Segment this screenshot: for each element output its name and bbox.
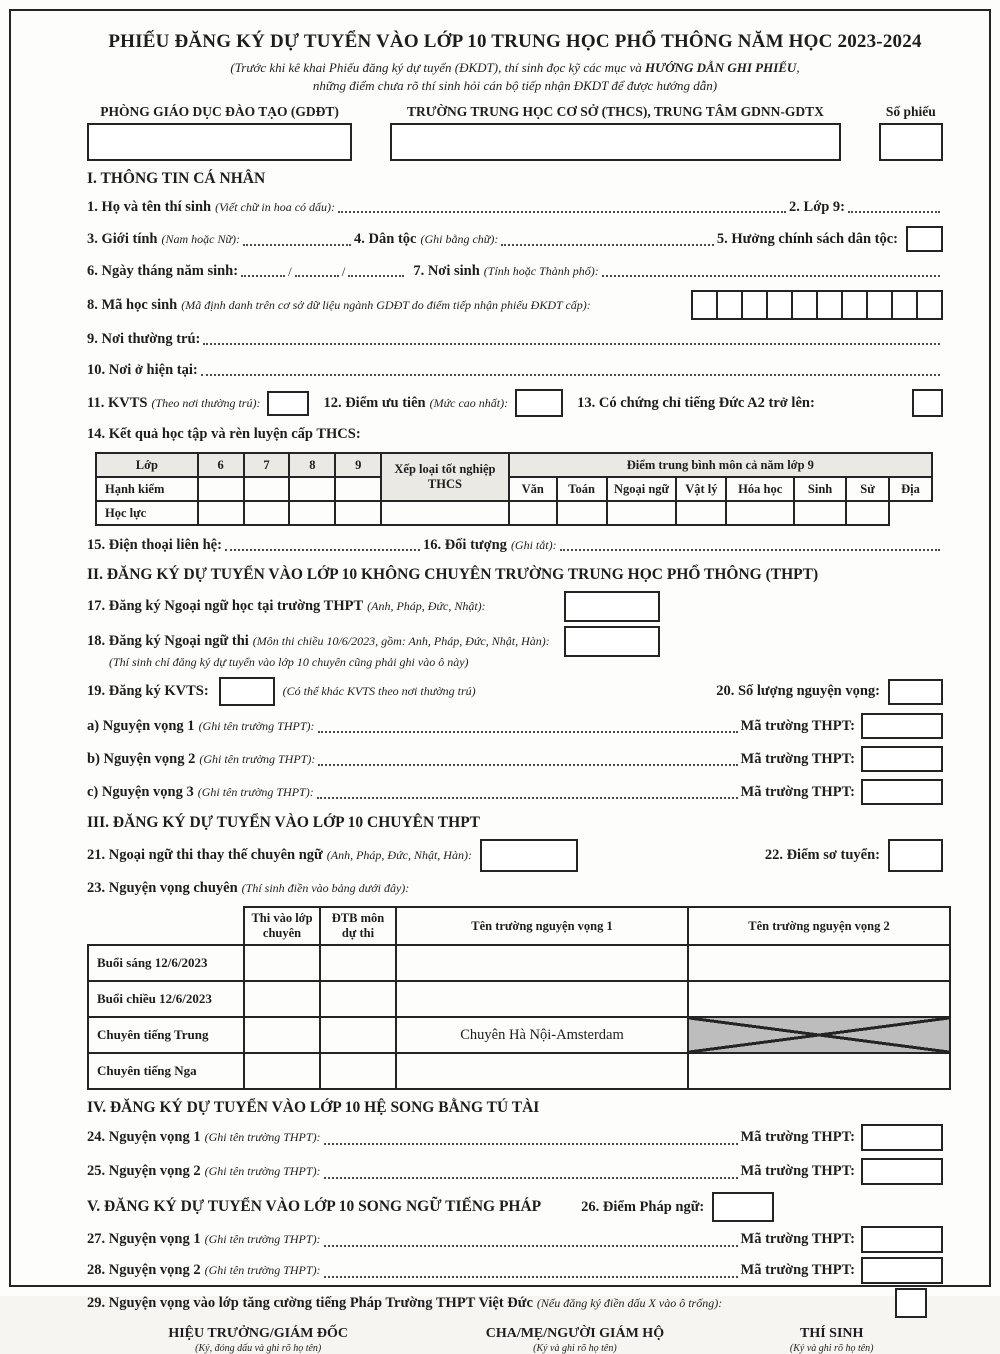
row-substitute-language: [87, 839, 943, 872]
table-cell[interactable]: [244, 477, 290, 501]
t14-header-dtb: Điểm trung bình môn cả năm lớp 9: [509, 453, 932, 477]
substitute-language-hint: (Anh, Pháp, Đức, Nhật, Hàn):: [326, 848, 472, 862]
table-cell[interactable]: [335, 501, 381, 525]
wish3-hint: (Ghi tên trường THPT):: [197, 784, 314, 799]
table-cell[interactable]: [244, 945, 320, 981]
permanent-address-input-line[interactable]: [203, 335, 940, 345]
t14-subject-van: Văn: [509, 477, 557, 501]
student-code-digit-box[interactable]: [916, 290, 943, 320]
row-french-wish-1: [87, 1226, 943, 1253]
doituong-input-line[interactable]: [560, 541, 940, 551]
school-code-label: Mã trường THPT:: [740, 1163, 855, 1179]
specialized-wish-hint: (Thí sinh điền vào bảng dưới đây):: [241, 880, 410, 895]
student-code-digit-box[interactable]: [766, 290, 793, 320]
section2-heading: II. ĐĂNG KÝ DỰ TUYỂN VÀO LỚP 10 KHÔNG CHUYÊN TRƯỜNG TRUNG HỌC PHỔ THÔNG (THPT): [87, 566, 819, 583]
student-code-digit-box[interactable]: [866, 290, 893, 320]
student-code-digit-box[interactable]: [791, 290, 818, 320]
candidate-title: THÍ SINH: [799, 1326, 864, 1341]
priority-points-label: 12. Điểm ưu tiên: [323, 394, 426, 411]
table-cell[interactable]: [557, 501, 607, 525]
doituong-label: 16. Đối tượng: [422, 536, 507, 553]
t23-chinese-nv1-value[interactable]: Chuyên Hà Nội-Amsterdam: [396, 1017, 688, 1053]
t14-subject-su: Sử: [846, 477, 889, 501]
row-birthdate-birthplace: [87, 259, 943, 283]
student-code-label: 8. Mã học sinh: [87, 296, 178, 313]
french-score-label: 26. Điểm Pháp ngữ:: [581, 1198, 705, 1215]
row-french-wish-2: [87, 1257, 943, 1284]
birthplace-input-line[interactable]: [602, 267, 940, 277]
table-cell[interactable]: [320, 981, 396, 1017]
student-code-digit-box[interactable]: [891, 290, 918, 320]
fullname-hint: (Viết chữ in hoa có dấu):: [215, 199, 336, 214]
french-wish2-code-box[interactable]: [861, 1257, 943, 1284]
table-cell[interactable]: [320, 1017, 396, 1053]
school-code-label: Mã trường THPT:: [740, 750, 855, 767]
wish3-school-input-line[interactable]: [317, 789, 738, 799]
t23-row-russian-label: Chuyên tiếng Nga: [88, 1053, 244, 1089]
preliminary-score-label: 22. Điểm sơ tuyển:: [764, 847, 880, 863]
t14-subject-sinh: Sinh: [794, 477, 846, 501]
t14-subject-hoahoc: Hóa học: [726, 477, 794, 501]
t23-row-chinese-label: Chuyên tiếng Trung: [88, 1017, 244, 1053]
row-specialized-wish-label: [87, 876, 943, 900]
table-cell[interactable]: [688, 945, 950, 981]
kvts-input-box[interactable]: [267, 391, 309, 416]
form-subtitle-line2: những điểm chưa rõ thí sinh hỏi cán bộ tiếp nhận ĐKDT để được hướng dẫn): [312, 78, 718, 93]
french-wish1-input-line[interactable]: [324, 1237, 738, 1247]
gender-label: 3. Giới tính: [87, 230, 158, 247]
student-code-digit-box[interactable]: [716, 290, 743, 320]
t23-header-nv1: Tên trường nguyện vọng 1: [396, 907, 688, 945]
t14-subject-dia: Địa: [889, 477, 932, 501]
bilingual-wish1-code-box[interactable]: [861, 1124, 943, 1151]
french-wish2-hint: (Ghi tên trường THPT):: [204, 1263, 321, 1277]
t14-header-lop: Lớp: [96, 453, 198, 477]
table-cell[interactable]: [726, 501, 794, 525]
fl-exam-label: 18. Đăng ký Ngoại ngữ thi: [87, 633, 249, 649]
specialized-wish-table: [87, 906, 951, 1090]
row-bilingual-wish-1: [87, 1124, 943, 1151]
german-a2-checkbox[interactable]: [912, 389, 943, 417]
phone-label: 15. Điện thoại liên hệ:: [87, 536, 222, 553]
specialized-wish-label: 23. Nguyện vọng chuyên: [87, 879, 238, 896]
bilingual-wish2-code-box[interactable]: [861, 1158, 943, 1185]
fl-study-label: 17. Đăng ký Ngoại ngữ học tại trường THPT: [87, 598, 364, 614]
t23-header-nv2: Tên trường nguyện vọng 2: [688, 907, 950, 945]
table-cell[interactable]: [846, 501, 889, 525]
t23-row-morning-label: Buổi sáng 12/6/2023: [88, 945, 244, 981]
t14-header-grade6: 6: [198, 453, 244, 477]
t14-header-grade7: 7: [244, 453, 290, 477]
grade9-label: 2. Lớp 9:: [789, 198, 845, 215]
row-kvts-register: [87, 677, 943, 706]
t23-header-dtb: ĐTB môn dự thi: [320, 907, 396, 945]
thcs-results-label: 14. Kết quả học tập và rèn luyện cấp THCS:: [87, 425, 361, 442]
table-cell[interactable]: [509, 501, 557, 525]
row-student-code: [87, 290, 943, 320]
row-bilingual-wish-2: [87, 1158, 943, 1185]
kvts-register-hint: (Có thể khác KVTS theo nơi thường trú): [282, 684, 476, 698]
t14-header-grade9: 9: [335, 453, 381, 477]
wish2-school-code-box[interactable]: [861, 746, 943, 772]
table-cell[interactable]: [289, 501, 335, 525]
birth-year-input-line[interactable]: [348, 267, 404, 277]
birthdate-label: 6. Ngày tháng năm sinh:: [87, 262, 239, 279]
student-code-digit-box[interactable]: [691, 290, 718, 320]
wish2-school-input-line[interactable]: [318, 756, 737, 766]
wish1-school-input-line[interactable]: [318, 723, 738, 733]
bilingual-wish2-label: 25. Nguyện vọng 2: [87, 1163, 201, 1179]
table-cell[interactable]: [688, 1053, 950, 1089]
table-cell[interactable]: [320, 945, 396, 981]
kvts-label: 11. KVTS: [87, 394, 148, 411]
candidate-subtext: (Ký và ghi rõ họ tên): [789, 1343, 874, 1354]
t23-header-thivao: Thi vào lớp chuyên: [244, 907, 320, 945]
table-cell[interactable]: [607, 501, 677, 525]
wish-count-label: 20. Số lượng nguyện vọng:: [716, 683, 880, 699]
table-cell[interactable]: [244, 1017, 320, 1053]
french-wish1-code-box[interactable]: [861, 1226, 943, 1253]
french-intensive-checkbox[interactable]: [895, 1288, 927, 1318]
section3-heading: III. ĐĂNG KÝ DỰ TUYỂN VÀO LỚP 10 CHUYÊN THPT: [87, 814, 481, 831]
thcs-results-table: [95, 452, 933, 526]
table-cell[interactable]: [396, 945, 688, 981]
wish3-school-code-box[interactable]: [861, 779, 943, 805]
top-fields: [87, 104, 943, 161]
wish-count-input-box[interactable]: [888, 679, 943, 705]
french-wish1-hint: (Ghi tên trường THPT):: [204, 1232, 321, 1246]
ethnic-input-line[interactable]: [501, 236, 714, 246]
student-code-boxes: [691, 290, 943, 320]
birth-month-input-line[interactable]: [295, 267, 339, 277]
row-permanent-address: [87, 327, 943, 351]
ethnic-label: 4. Dân tộc: [354, 230, 417, 247]
principal-title: HIỆU TRƯỞNG/GIÁM ĐỐC: [168, 1326, 349, 1341]
school-code-label: Mã trường THPT:: [740, 1129, 855, 1145]
fullname-input-line[interactable]: [338, 203, 786, 213]
row-foreign-language-study: [87, 591, 943, 622]
school-code-label: Mã trường THPT:: [740, 783, 855, 800]
fl-study-hint: (Anh, Pháp, Đức, Nhật):: [367, 599, 486, 613]
row-section5-heading: [87, 1192, 943, 1222]
french-wish2-input-line[interactable]: [324, 1268, 738, 1278]
row-current-address: [87, 358, 943, 382]
table-cell[interactable]: [320, 1053, 396, 1089]
ethnic-hint: (Ghi bằng chữ):: [420, 231, 499, 246]
t23-void-corner: [88, 907, 244, 945]
table-cell[interactable]: [396, 981, 688, 1017]
bilingual-wish1-label: 24. Nguyện vọng 1: [87, 1129, 201, 1145]
t23-chinese-nv2-crossed-cell: [688, 1017, 950, 1053]
wish2-hint: (Ghi tên trường THPT):: [199, 751, 316, 766]
permanent-address-label: 9. Nơi thường trú:: [87, 330, 201, 347]
phone-input-line[interactable]: [225, 541, 420, 551]
t14-row-hanhkiem-label: Hạnh kiểm: [96, 477, 198, 501]
german-a2-label: 13. Có chứng chỉ tiếng Đức A2 trở lên:: [577, 394, 815, 411]
signature-candidate: [720, 1326, 943, 1354]
wish1-school-code-box[interactable]: [861, 713, 943, 739]
fl-exam-input-box[interactable]: [564, 626, 660, 657]
gender-hint: (Nam hoặc Nữ):: [161, 231, 241, 246]
bilingual-wish2-input-line[interactable]: [324, 1169, 738, 1179]
parent-title: CHA/MẸ/NGƯỜI GIÁM HỘ: [485, 1326, 665, 1341]
section1-heading: I. THÔNG TIN CÁ NHÂN: [87, 170, 266, 187]
table-cell[interactable]: [244, 981, 320, 1017]
so-phieu-label: Số phiếu: [885, 104, 936, 119]
form-border-frame: [9, 9, 991, 1354]
so-phieu-input-box[interactable]: [879, 123, 943, 161]
student-code-digit-box[interactable]: [741, 290, 768, 320]
section4-heading: IV. ĐĂNG KÝ DỰ TUYỂN VÀO LỚP 10 HỆ SONG BẰNG TÚ TÀI: [87, 1099, 540, 1116]
french-wish1-label: 27. Nguyện vọng 1: [87, 1231, 201, 1247]
kvts-register-label: 19. Đăng ký KVTS:: [87, 683, 209, 699]
table-cell[interactable]: [381, 501, 509, 525]
priority-points-hint: (Mức cao nhất):: [429, 395, 509, 410]
fullname-label: 1. Họ và tên thí sinh: [87, 198, 212, 215]
date-separator: /: [341, 264, 346, 279]
row-wish-3: [87, 779, 943, 805]
row-wish-1: [87, 713, 943, 739]
table-cell[interactable]: [335, 477, 381, 501]
t14-subject-vatly: Vật lý: [676, 477, 726, 501]
kvts-register-input-box[interactable]: [219, 677, 275, 706]
thcs-label: TRƯỜNG TRUNG HỌC CƠ SỞ (THCS), TRUNG TÂM GDNN-GDTX: [406, 104, 824, 119]
current-address-input-line[interactable]: [201, 366, 940, 376]
fl-exam-hint: (Môn thi chiều 10/6/2023, gồm: Anh, Pháp, Đức, Nhật, Hàn):: [252, 634, 550, 648]
kvts-hint: (Theo nơi thường trú):: [151, 395, 261, 410]
table-cell[interactable]: [198, 477, 244, 501]
school-code-label: Mã trường THPT:: [740, 1231, 855, 1247]
row-foreign-language-exam: [87, 626, 943, 657]
ethnic-policy-checkbox[interactable]: [906, 226, 943, 252]
french-score-input-box[interactable]: [712, 1192, 774, 1222]
french-wish2-label: 28. Nguyện vọng 2: [87, 1262, 201, 1278]
signature-parent: [429, 1326, 720, 1354]
french-intensive-label: 29. Nguyện vọng vào lớp tăng cường tiếng Pháp Trường THPT Việt Đức: [87, 1294, 533, 1311]
substitute-language-input-box[interactable]: [480, 839, 578, 872]
grade9-input-line[interactable]: [848, 203, 940, 213]
form-subtitle-line1: (Trước khi kê khai Phiếu đăng ký dự tuyển (ĐKDT), thí sinh đọc kỹ các mục và HƯỚNG DẪN GHI PHIẾU,: [230, 60, 800, 75]
wish3-label: c) Nguyện vọng 3: [87, 783, 194, 800]
wish2-label: b) Nguyện vọng 2: [87, 750, 196, 767]
t14-header-xeploai: Xếp loại tốt nghiệp THCS: [381, 453, 509, 501]
signature-row: [87, 1326, 943, 1354]
row-phone-doituong: [87, 533, 943, 557]
gddt-input-box[interactable]: [87, 123, 352, 161]
table-cell[interactable]: [688, 981, 950, 1017]
row-gender-ethnic: [87, 226, 943, 252]
wish1-label: a) Nguyện vọng 1: [87, 717, 195, 734]
student-code-hint: (Mã định danh trên cơ sở dữ liệu ngành GDĐT do điểm tiếp nhận phiếu ĐKDT cấp):: [181, 297, 591, 312]
table-cell[interactable]: [396, 1053, 688, 1089]
gender-input-line[interactable]: [243, 236, 351, 246]
bilingual-wish1-input-line[interactable]: [324, 1135, 738, 1145]
birthplace-label: 7. Nơi sinh: [413, 262, 480, 279]
t23-row-afternoon-label: Buổi chiều 12/6/2023: [88, 981, 244, 1017]
t14-subject-toan: Toán: [557, 477, 607, 501]
current-address-label: 10. Nơi ở hiện tại:: [87, 361, 198, 378]
thcs-input-box[interactable]: [390, 123, 840, 161]
date-separator: /: [288, 264, 292, 279]
parent-subtext: (Ký và ghi rõ họ tên): [533, 1343, 617, 1354]
school-code-label: Mã trường THPT:: [740, 1262, 855, 1278]
table-cell[interactable]: [244, 501, 290, 525]
row-wish-2: [87, 746, 943, 772]
form-title: PHIẾU ĐĂNG KÝ DỰ TUYỂN VÀO LỚP 10 TRUNG HỌC PHỔ THÔNG NĂM HỌC 2023-2024: [108, 31, 922, 52]
gddt-label: PHÒNG GIÁO DỤC ĐÀO TẠO (GDĐT): [100, 104, 339, 119]
school-code-label: Mã trường THPT:: [740, 717, 855, 734]
table-cell[interactable]: [244, 1053, 320, 1089]
table-cell[interactable]: [198, 501, 244, 525]
table-cell[interactable]: [794, 501, 846, 525]
table-cell[interactable]: [289, 477, 335, 501]
bilingual-wish2-hint: (Ghi tên trường THPT):: [204, 1164, 321, 1178]
row-french-intensive: [87, 1288, 943, 1318]
student-code-digit-box[interactable]: [816, 290, 843, 320]
birthplace-hint: (Tỉnh hoặc Thành phố):: [483, 263, 599, 278]
principal-subtext: (Ký, đóng dấu và ghi rõ họ tên): [195, 1343, 322, 1354]
french-intensive-hint: (Nếu đăng ký điền dấu X vào ô trống):: [536, 1295, 723, 1310]
row-name-class: [87, 195, 943, 219]
fl-study-input-box[interactable]: [564, 591, 660, 622]
section5-heading: V. ĐĂNG KÝ DỰ TUYỂN VÀO LỚP 10 SONG NGỮ TIẾNG PHÁP: [87, 1198, 542, 1215]
ethnic-policy-label: 5. Hưởng chính sách dân tộc:: [716, 230, 898, 247]
substitute-language-label: 21. Ngoại ngữ thi thay thế chuyên ngữ: [87, 847, 323, 863]
t14-subject-ngoaingu: Ngoại ngữ: [607, 477, 677, 501]
fl-exam-note: (Thí sinh chỉ đăng ký dự tuyển vào lớp 10 chuyên cũng phải ghi vào ô này): [109, 655, 469, 669]
student-code-digit-box[interactable]: [841, 290, 868, 320]
t14-header-grade8: 8: [289, 453, 335, 477]
bilingual-wish1-hint: (Ghi tên trường THPT):: [204, 1130, 321, 1144]
t14-row-hocluc-label: Học lực: [96, 501, 198, 525]
birth-day-input-line[interactable]: [241, 267, 285, 277]
table-cell[interactable]: [676, 501, 726, 525]
doituong-hint: (Ghi tắt):: [510, 537, 557, 552]
wish1-hint: (Ghi tên trường THPT):: [198, 718, 315, 733]
signature-principal: [87, 1326, 429, 1354]
row-kvts-priority: [87, 389, 943, 417]
preliminary-score-input-box[interactable]: [888, 839, 943, 872]
priority-points-input-box[interactable]: [515, 389, 563, 417]
row-thcs-results-label: [87, 422, 943, 446]
